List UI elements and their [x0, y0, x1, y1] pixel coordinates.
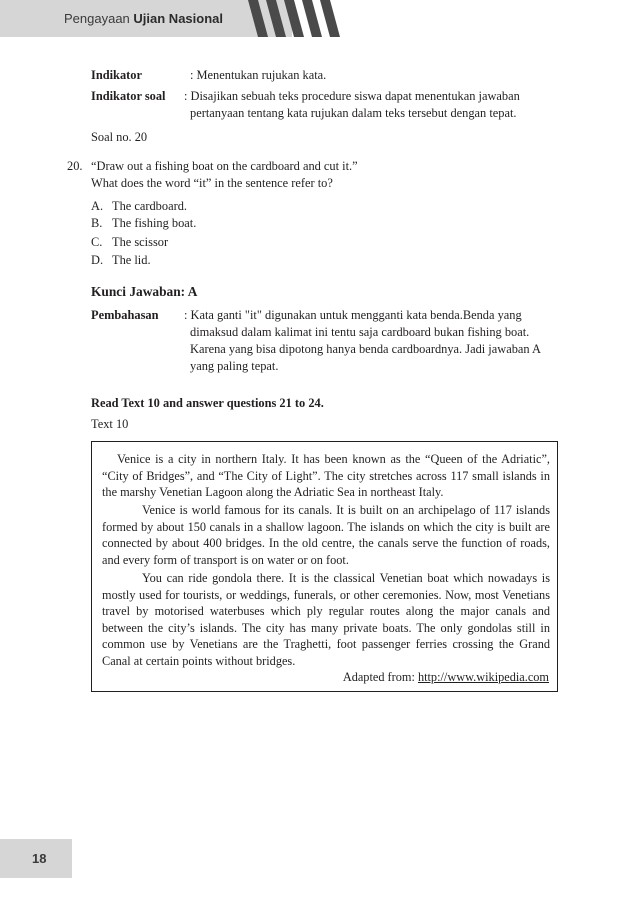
reading-text-box: [91, 441, 558, 692]
reading-source: [343, 670, 549, 685]
reading-paragraph-3: You can ride gondola there. It is the classical Venetian boat which nowadays is mostly used for tourists, or weddings, funerals, or other ceremonies. Now, most Venetians travel by motorised waterbuses which ply regular routes along the major canals and between the city’s islands. The city has many private boats. The only gondolas still in common use by Venetians are the Traghetti, foot passenger ferries crossing the Grand Canal at certain points without bridges.: [102, 571, 550, 668]
option-letter: D.: [91, 253, 104, 267]
option-letter: A.: [91, 199, 104, 213]
source-prefix: Adapted from:: [342, 670, 418, 684]
header-stripes-decoration: [238, 0, 358, 37]
discussion-line-2: dimaksud dalam kalimat ini tentu saja cardboard bukan fishing boat.: [190, 325, 530, 339]
discussion-line-4: yang paling tepat.: [190, 359, 279, 373]
discussion-line-1: : Kata ganti "it" digunakan untuk mengganti kata benda.Benda yang: [184, 308, 522, 322]
indicator-soal-label: Indikator soal: [91, 89, 166, 103]
soal-number: Soal no. 20: [91, 130, 148, 144]
question-number: 20.: [67, 159, 83, 173]
text-label: Text 10: [91, 417, 129, 431]
option-text: The scissor: [112, 235, 169, 249]
discussion-line-3: Karena yang bisa dipotong hanya benda cardboardnya. Jadi jawaban A: [190, 342, 541, 356]
header-prefix: Pengayaan: [64, 11, 130, 26]
indicator-value: : Menentukan rujukan kata.: [190, 68, 327, 82]
reading-instruction: Read Text 10 and answer questions 21 to 24.: [91, 396, 324, 410]
indicator-label: Indikator: [91, 68, 142, 82]
reading-paragraph-2: Venice is world famous for its canals. It is built on an archipelago of 117 islands formed by about 150 canals in a shallow lagoon. The islands on which the city is built are connected by about 400 bridges. In the old centre, the canals serve the function of roads, and every form of transport is on water or on foot.: [102, 503, 550, 567]
header-title: [64, 11, 223, 26]
answer-key: Kunci Jawaban: A: [91, 284, 198, 299]
source-link[interactable]: http://www.wikipedia.com: [417, 670, 549, 684]
reading-paragraph-1: Venice is a city in northern Italy. It has been known as the “Queen of the Adriatic”, “City of Bridges”, and “The City of Light”. The city stretches across 117 small islands in the marshy Venetian Lagoon along the Adriatic Sea in northeast Italy.: [102, 452, 550, 500]
indicator-soal-value-2: pertanyaan tentang kata rujukan dalam teks tersebut dengan tepat.: [190, 106, 517, 120]
page-number: 18: [32, 851, 47, 866]
header-title-bold: Ujian Nasional: [133, 11, 223, 26]
indicator-soal-value-1: : Disajikan sebuah teks procedure siswa dapat menentukan jawaban: [184, 89, 520, 103]
question-line-1: “Draw out a fishing boat on the cardboard and cut it.”: [91, 159, 358, 173]
option-letter: B.: [91, 216, 103, 230]
option-text: The cardboard.: [112, 199, 187, 213]
option-text: The fishing boat.: [112, 216, 197, 230]
question-line-2: What does the word “it” in the sentence refer to?: [91, 176, 333, 190]
option-text: The lid.: [112, 253, 151, 267]
discussion-label: Pembahasan: [91, 308, 159, 322]
option-letter: C.: [91, 235, 103, 249]
